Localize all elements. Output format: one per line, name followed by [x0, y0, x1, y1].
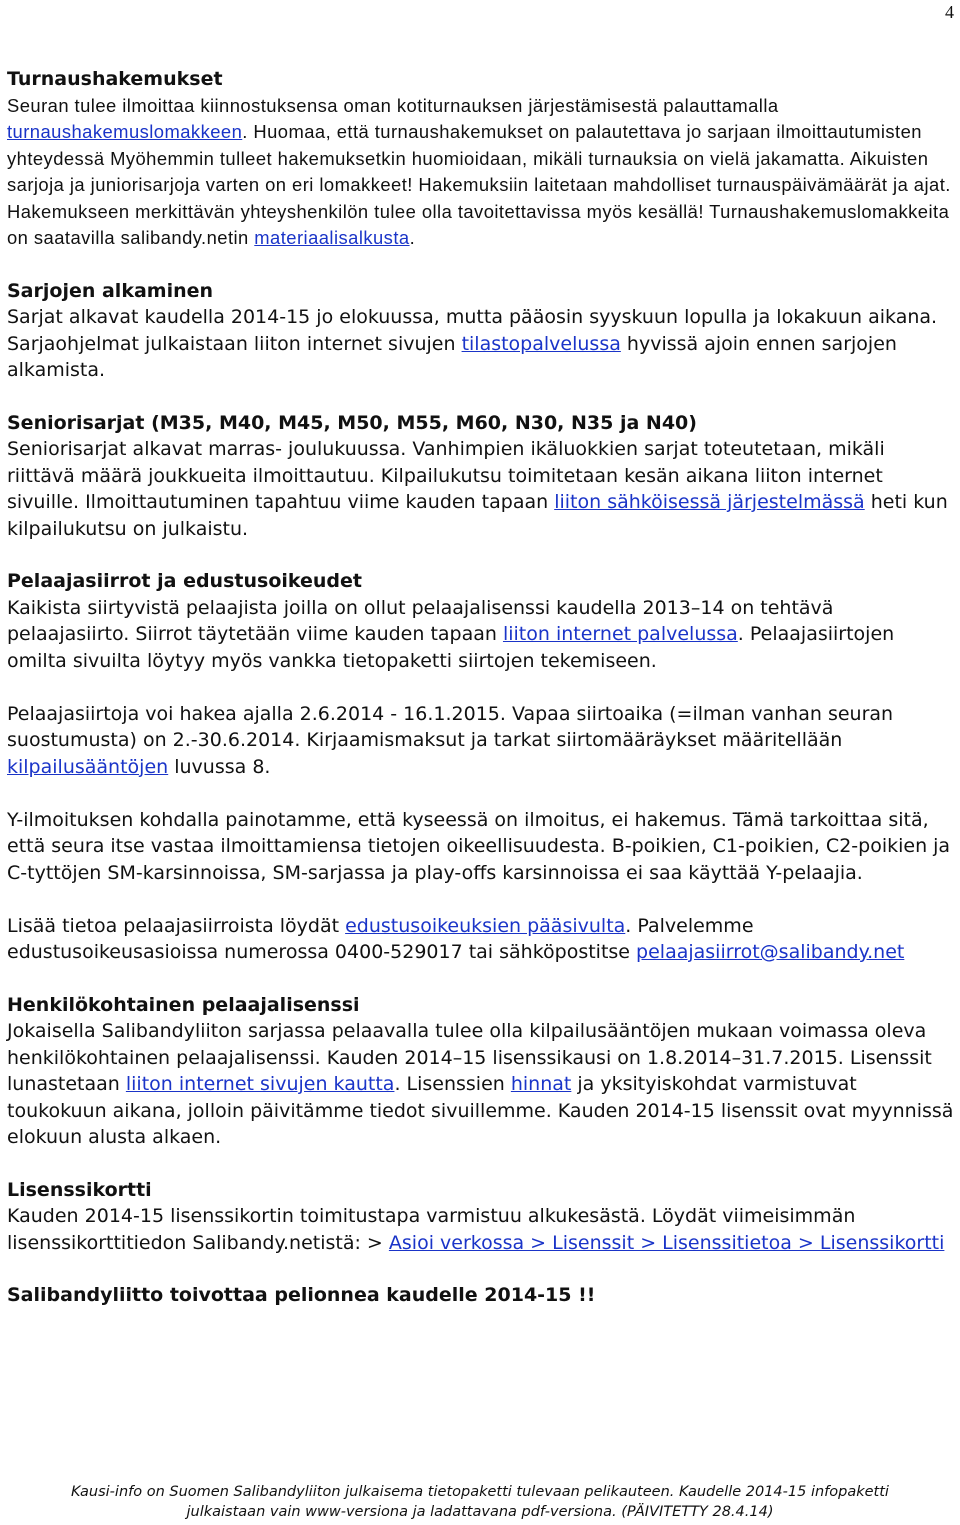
section-seniorisarjat: [7, 410, 957, 543]
section-text: Jokaisella Salibandyliiton sarjassa pelaavalla tulee olla kilpailusääntöjen mukaan voimassa oleva henkilökohtainen pelaajalisenssi. Kauden 2014–15 lisenssikausi on 1.8.2014–31.7.2015. Lisenssit lunastetaan liiton internet sivujen kautta. Lisenssien hinnat ja yksityiskohdat varmistuvat toukokuun aikana, jolloin päivitämme tiedot sivuillemme. Kauden 2014-15 lisenssit ovat myynnissä elokuun alusta alkaen.: [7, 1020, 954, 1148]
footer-line: julkaistaan vain www-versiona ja ladattavana pdf-versiona. (PÄIVITETTY 28.4.14): [186, 1504, 774, 1520]
footer-line: Kausi-info on Suomen Salibandyliiton julkaisema tietopaketti tulevaan pelikauteen. Kaudelle 2014-15 infopaketti: [71, 1484, 889, 1500]
section-text: Y-ilmoituksen kohdalla painotamme, että kyseessä on ilmoitus, ei hakemus. Tämä tarkoittaa sitä, että seura itse vastaa ilmoittamiensa tietojen oikeellisuudesta. B-poikien, C1-poikien, C2-poikien ja C-tyttöjen SM-karsinnoissa, SM-sarjassa ja play-offs karsinnoissa ei saa käyttää Y-pelaajia.: [7, 808, 951, 884]
section-text: Seniorisarjat alkavat marras- joulukuussa. Vanhimpien ikäluokkien sarjat toteutetaan, mikäli riittävä määrä joukkueita ilmoittautuu. Kilpailukutsu toimitetaan kesän aikana liiton internet sivuille. Ilmoittautuminen tapahtuu viime kauden tapaan liiton sähköisessä järjestelmässä heti kun kilpailukutsu on julkaistu.: [7, 438, 948, 540]
page-number: 4: [945, 2, 954, 22]
section-text: Seuran tulee ilmoittaa kiinnostuksensa oman kotiturnauksen järjestämisestä palauttamalla turnaushakemuslomakkeen. Huomaa, että turnaushakemukset on palautettava jo sarjaan ilmoittautumisten yhteydessä Myöhemmin tulleet hakemuksetkin huomioidaan, mikäli turnauksia on vielä jakamatta. Aikuisten sarjoja ja juniorisarjoja varten on eri lomakkeet! Hakemuksiin laitetaan mahdolliset turnauspäivämäärät ja ajat. Hakemukseen merkittävän yhteyshenkilön tulee olla tavoitettavissa myös kesällä! Turnaushakemuslomakkeita on saatavilla salibandy.netin materiaalisalkusta.: [7, 94, 951, 248]
tilastopalvelu-link[interactable]: tilastopalvelussa: [461, 332, 621, 355]
lisenssit-link[interactable]: liiton internet sivujen kautta: [125, 1073, 395, 1095]
email-link[interactable]: pelaajasiirrot@salibandy.net: [636, 941, 905, 963]
section-title: Seniorisarjat (M35, M40, M45, M50, M55, M60, N30, N35 ja N40): [7, 411, 697, 434]
internet-palvelu-link[interactable]: liiton internet palvelussa: [502, 623, 738, 645]
closing-statement: Salibandyliitto toivottaa pelionnea kaudelle 2014-15 !!: [7, 1284, 596, 1306]
document-body: [7, 66, 957, 1309]
section-pelaajalisenssi: [7, 992, 957, 1151]
section-pelaajasiirrot: [7, 568, 957, 966]
materiaalisalkku-link[interactable]: materiaalisalkusta: [254, 227, 410, 248]
section-title: Lisenssikortti: [7, 1178, 152, 1201]
section-text: Pelaajasiirtoja voi hakea ajalla 2.6.2014 - 16.1.2015. Vapaa siirtoaika (=ilman vanhan seuran suostumusta) on 2.-30.6.2014. Kirjaamismaksut ja tarkat siirtomääräykset määritellään kilpailusääntöjen luvussa 8.: [7, 702, 894, 778]
section-sarjojen-alkaminen: [7, 278, 957, 384]
edustusoikeudet-link[interactable]: edustusoikeuksien pääsivulta: [345, 914, 626, 937]
page-footer: [0, 1482, 960, 1522]
sahkoinen-jarjestelma-link[interactable]: liiton sähköisessä järjestelmässä: [554, 491, 865, 513]
section-title: Turnaushakemukset: [7, 68, 223, 90]
section-text: Sarjat alkavat kaudella 2014-15 jo elokuussa, mutta pääosin syyskuun lopulla ja lokakuun aikana. Sarjaohjelmat julkaistaan liiton internet sivujen tilastopalvelussa hyvissä ajoin ennen sarjojen alkamista.: [7, 306, 938, 381]
turnaushakemuslomake-link[interactable]: turnaushakemuslomakkeen: [7, 121, 243, 142]
section-text: Lisää tietoa pelaajasiirroista löydät edustusoikeuksien pääsivulta. Palvelemme edustusoikeusasioissa numerossa 0400-529017 tai sähköpostitse pelaajasiirrot@salibandy.net: [7, 914, 905, 963]
section-title: Sarjojen alkaminen: [7, 279, 214, 302]
kilpailusaannot-link[interactable]: kilpailusääntöjen: [7, 755, 169, 778]
section-title: Pelaajasiirrot ja edustusoikeudet: [7, 570, 362, 592]
section-title: Henkilökohtainen pelaajalisenssi: [7, 993, 360, 1016]
section-text: Kauden 2014-15 lisenssikortin toimitustapa varmistuu alkukesästä. Löydät viimeisimmän lisenssikorttitiedon Salibandy.netistä: > Asioi verkossa > Lisenssit > Lisenssitietoa > Lisenssikortti: [7, 1205, 945, 1254]
section-turnaushakemukset: [7, 66, 957, 252]
section-lisenssikortti: [7, 1177, 957, 1257]
lisenssikortti-link[interactable]: Asioi verkossa > Lisenssit > Lisenssitietoa > Lisenssikortti: [388, 1231, 945, 1254]
section-text: Kaikista siirtyvistä pelaajista joilla on ollut pelaajalisenssi kaudella 2013–14 on tehtävä pelaajasiirto. Siirrot täytetään viime kauden tapaan liiton internet palvelussa. Pelaajasiirtojen omilta sivuilta löytyy myös vankka tietopaketti siirtojen tekemiseen.: [7, 596, 895, 672]
hinnat-link[interactable]: hinnat: [510, 1073, 572, 1095]
